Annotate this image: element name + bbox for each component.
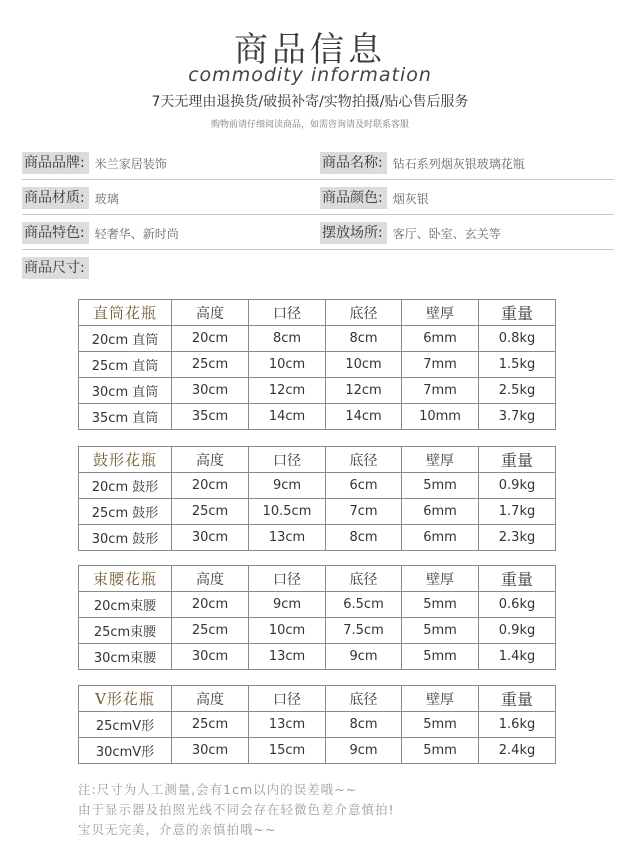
table-cell: 7mm [402, 378, 479, 404]
info-row-feature-place [22, 222, 614, 250]
table-cell: 6mm [402, 326, 479, 352]
table-cell: 20cm [172, 326, 249, 352]
table-cell: 25cm [172, 352, 249, 378]
table-cell: 12cm [249, 378, 326, 404]
divider [22, 249, 614, 250]
table-cell: 1.7kg [479, 499, 556, 525]
table-cell: 8cm [326, 712, 402, 738]
table-row [79, 618, 556, 644]
note-line: 由于显示器及拍照光线不同会存在轻微色差介意慎拍! [78, 802, 395, 817]
feature-value: 轻奢华、新时尚 [94, 226, 179, 241]
header-cell: 壁厚 [402, 686, 479, 712]
table-cell: 30cm [172, 738, 249, 764]
table-header-row [79, 447, 556, 473]
table-cell: 25cm [172, 618, 249, 644]
size-label: 商品尺寸: [22, 257, 89, 279]
table-cell: 5mm [402, 738, 479, 764]
table-cell: 25cm 直筒 [79, 352, 172, 378]
table-cell: 8cm [326, 525, 402, 551]
header-cell: 口径 [249, 447, 326, 473]
table-cell: 5mm [402, 473, 479, 499]
place-field [320, 222, 501, 244]
spec-table-waist [78, 565, 556, 670]
table-cell: 0.9kg [479, 618, 556, 644]
table-cell: 5mm [402, 644, 479, 670]
table-cell: 10mm [402, 404, 479, 430]
table-cell: 30cm [172, 644, 249, 670]
table-header-row [79, 300, 556, 326]
table-cell: 25cmV形 [79, 712, 172, 738]
table-cell: 13cm [249, 525, 326, 551]
header-cell: 底径 [326, 300, 402, 326]
material-field [22, 187, 119, 209]
table-cell: 25cm [172, 712, 249, 738]
divider [22, 214, 614, 215]
table-cell: 10cm [326, 352, 402, 378]
table-row [79, 738, 556, 764]
table-cell: 1.4kg [479, 644, 556, 670]
table-row [79, 592, 556, 618]
table-cell: 1.5kg [479, 352, 556, 378]
table-row [79, 326, 556, 352]
header-cell: 底径 [326, 447, 402, 473]
table-cell: 2.4kg [479, 738, 556, 764]
table-cell: 9cm [326, 644, 402, 670]
header-cell: 重量 [479, 447, 556, 473]
table-cell: 5mm [402, 592, 479, 618]
color-field [320, 187, 429, 209]
table-row [79, 712, 556, 738]
header-cell: 壁厚 [402, 447, 479, 473]
table-cell: 20cm [172, 473, 249, 499]
table-row [79, 378, 556, 404]
table-cell: 6mm [402, 499, 479, 525]
header-cell: 口径 [249, 686, 326, 712]
table-cell: 30cm 鼓形 [79, 525, 172, 551]
table-cell: 30cmV形 [79, 738, 172, 764]
header-cell: V形花瓶 [79, 686, 172, 712]
spec-table-drum [78, 446, 556, 551]
header-cell: 重量 [479, 300, 556, 326]
table-cell: 6mm [402, 525, 479, 551]
info-row-size [22, 257, 614, 285]
page-title: 商品信息 [234, 30, 386, 70]
table-cell: 30cm束腰 [79, 644, 172, 670]
table-cell: 7.5cm [326, 618, 402, 644]
table-cell: 6.5cm [326, 592, 402, 618]
table-cell: 6cm [326, 473, 402, 499]
table-cell: 25cm 鼓形 [79, 499, 172, 525]
table-cell: 20cm 鼓形 [79, 473, 172, 499]
header-cell: 口径 [249, 566, 326, 592]
header-cell: 重量 [479, 686, 556, 712]
table-cell: 30cm [172, 378, 249, 404]
table-cell: 9cm [249, 592, 326, 618]
table-cell: 5mm [402, 618, 479, 644]
brand-value: 米兰家居装饰 [94, 156, 167, 171]
table-row [79, 644, 556, 670]
feature-label: 商品特色: [22, 222, 89, 244]
info-row-brand-name [22, 152, 614, 180]
table-cell: 0.8kg [479, 326, 556, 352]
table-cell: 9cm [249, 473, 326, 499]
table-cell: 30cm [172, 525, 249, 551]
header-cell: 高度 [172, 686, 249, 712]
footer-notes [78, 780, 395, 840]
table-cell: 20cm [172, 592, 249, 618]
table-row [79, 499, 556, 525]
table-cell: 2.3kg [479, 525, 556, 551]
header-cell: 重量 [479, 566, 556, 592]
material-value: 玻璃 [94, 191, 119, 206]
table-cell: 35cm 直筒 [79, 404, 172, 430]
header-cell: 鼓形花瓶 [79, 447, 172, 473]
feature-field [22, 222, 179, 244]
table-cell: 3.7kg [479, 404, 556, 430]
table-cell: 14cm [326, 404, 402, 430]
spec-table-straight [78, 299, 556, 430]
page-subtitle: commodity information [188, 64, 432, 86]
table-cell: 30cm 直筒 [79, 378, 172, 404]
note-line: 宝贝无完美，介意的亲慎拍哦~~ [78, 822, 277, 837]
table-header-row [79, 566, 556, 592]
table-row [79, 404, 556, 430]
name-label: 商品名称: [320, 152, 387, 174]
table-cell: 13cm [249, 712, 326, 738]
table-cell: 9cm [326, 738, 402, 764]
color-label: 商品颜色: [320, 187, 387, 209]
table-cell: 7cm [326, 499, 402, 525]
table-cell: 35cm [172, 404, 249, 430]
header-cell: 高度 [172, 447, 249, 473]
name-field [320, 152, 525, 174]
table-cell: 1.6kg [479, 712, 556, 738]
color-value: 烟灰银 [392, 191, 429, 206]
header-cell: 底径 [326, 686, 402, 712]
table-cell: 2.5kg [479, 378, 556, 404]
table-cell: 20cm 直筒 [79, 326, 172, 352]
table-cell: 10.5cm [249, 499, 326, 525]
purchase-notice: 购物前请仔细阅读商品，如需咨询请及时联系客服 [210, 120, 409, 130]
table-header-row [79, 686, 556, 712]
table-cell: 20cm束腰 [79, 592, 172, 618]
table-cell: 0.9kg [479, 473, 556, 499]
header-cell: 底径 [326, 566, 402, 592]
table-cell: 15cm [249, 738, 326, 764]
divider [22, 179, 614, 180]
material-label: 商品材质: [22, 187, 89, 209]
header-cell: 高度 [172, 300, 249, 326]
info-row-material-color [22, 187, 614, 215]
place-label: 摆放场所: [320, 222, 387, 244]
header-cell: 壁厚 [402, 300, 479, 326]
table-row [79, 525, 556, 551]
table-cell: 7mm [402, 352, 479, 378]
place-value: 客厅、卧室、玄关等 [392, 226, 501, 241]
brand-field [22, 152, 167, 174]
header-cell: 高度 [172, 566, 249, 592]
table-cell: 8cm [249, 326, 326, 352]
size-field [22, 257, 89, 279]
table-cell: 14cm [249, 404, 326, 430]
header-cell: 口径 [249, 300, 326, 326]
table-cell: 5mm [402, 712, 479, 738]
table-cell: 13cm [249, 644, 326, 670]
table-row [79, 352, 556, 378]
table-cell: 8cm [326, 326, 402, 352]
header-cell: 壁厚 [402, 566, 479, 592]
header-cell: 束腰花瓶 [79, 566, 172, 592]
spec-table-v-shape [78, 685, 556, 764]
table-cell: 12cm [326, 378, 402, 404]
note-line: 注:尺寸为人工测量,会有1cm以内的误差哦~~ [78, 782, 358, 797]
brand-label: 商品品牌: [22, 152, 89, 174]
table-cell: 10cm [249, 618, 326, 644]
table-cell: 25cm束腰 [79, 618, 172, 644]
table-cell: 25cm [172, 499, 249, 525]
table-row [79, 473, 556, 499]
service-slogan: 7天无理由退换货/破损补寄/实物拍摄/贴心售后服务 [151, 94, 469, 110]
header-cell: 直筒花瓶 [79, 300, 172, 326]
table-cell: 0.6kg [479, 592, 556, 618]
name-value: 钻石系列烟灰银玻璃花瓶 [392, 156, 525, 171]
table-cell: 10cm [249, 352, 326, 378]
